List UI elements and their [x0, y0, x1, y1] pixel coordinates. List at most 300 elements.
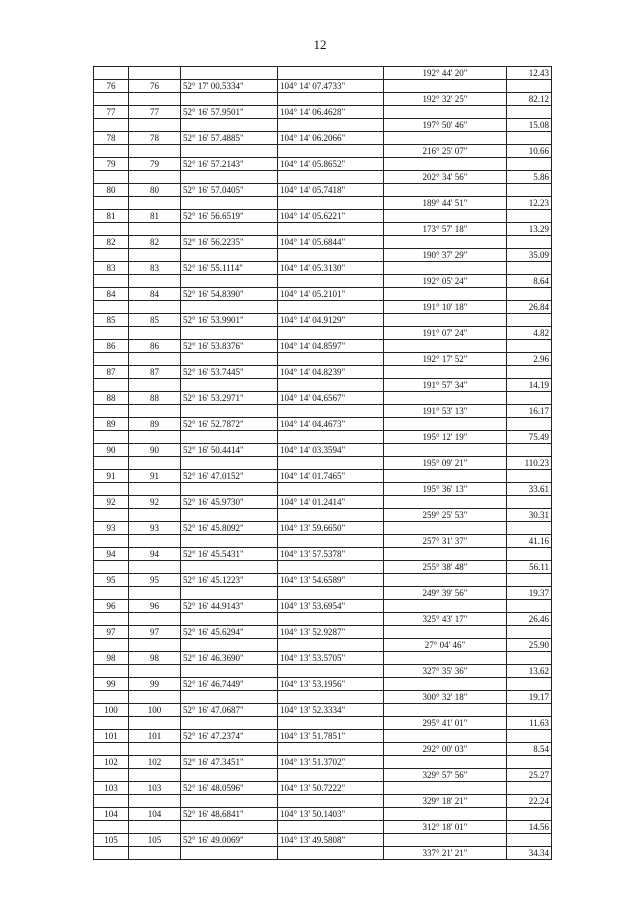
longitude-cell: 104° 14' 04.8239"	[278, 366, 384, 379]
point-number-cell: 103	[129, 782, 181, 795]
point-row	[94, 834, 552, 847]
latitude-cell: 52° 16' 53.7445"	[181, 366, 278, 379]
longitude-cell: 104° 14' 06.4628"	[278, 106, 384, 119]
point-row	[94, 574, 552, 587]
segment-row	[94, 509, 552, 522]
row-number-cell: 100	[94, 704, 129, 717]
direction-cell: 249° 39' 56"	[384, 587, 507, 600]
point-number-cell: 76	[129, 80, 181, 93]
empty-cell	[129, 483, 181, 496]
empty-cell	[278, 249, 384, 262]
segment-row	[94, 587, 552, 600]
distance-cell: 15.08	[507, 119, 552, 132]
segment-row	[94, 743, 552, 756]
segment-row	[94, 561, 552, 574]
empty-cell	[384, 132, 507, 145]
direction-cell: 300° 32' 18"	[384, 691, 507, 704]
direction-cell: 292° 00' 03"	[384, 743, 507, 756]
segment-row	[94, 847, 552, 860]
empty-cell	[384, 704, 507, 717]
distance-cell: 26.46	[507, 613, 552, 626]
empty-cell	[94, 379, 129, 392]
empty-cell	[278, 483, 384, 496]
latitude-cell: 52° 16' 47.0152"	[181, 470, 278, 483]
latitude-cell: 52° 16' 45.6294"	[181, 626, 278, 639]
latitude-cell: 52° 16' 47.0687"	[181, 704, 278, 717]
row-number-cell: 87	[94, 366, 129, 379]
empty-cell	[507, 782, 552, 795]
distance-cell: 25.27	[507, 769, 552, 782]
row-number-cell: 80	[94, 184, 129, 197]
point-row	[94, 782, 552, 795]
distance-cell: 13.29	[507, 223, 552, 236]
latitude-cell: 52° 16' 45.1223"	[181, 574, 278, 587]
longitude-cell: 104° 14' 01.7465"	[278, 470, 384, 483]
empty-cell	[181, 665, 278, 678]
coordinates-table	[93, 66, 552, 860]
latitude-cell: 52° 16' 50.4414"	[181, 444, 278, 457]
direction-cell: 329° 57' 56"	[384, 769, 507, 782]
point-row	[94, 756, 552, 769]
segment-row	[94, 223, 552, 236]
empty-cell	[181, 743, 278, 756]
empty-cell	[278, 743, 384, 756]
row-number-cell: 85	[94, 314, 129, 327]
point-row	[94, 626, 552, 639]
distance-cell: 8.64	[507, 275, 552, 288]
page-number: 12	[313, 37, 327, 52]
point-row	[94, 548, 552, 561]
empty-cell	[278, 587, 384, 600]
empty-cell	[384, 652, 507, 665]
segment-row	[94, 639, 552, 652]
empty-cell	[278, 379, 384, 392]
empty-cell	[181, 249, 278, 262]
segment-row	[94, 119, 552, 132]
point-number-cell: 97	[129, 626, 181, 639]
point-number-cell: 88	[129, 392, 181, 405]
empty-cell	[94, 847, 129, 860]
point-row	[94, 106, 552, 119]
point-number-cell: 92	[129, 496, 181, 509]
point-number-cell: 98	[129, 652, 181, 665]
row-number-cell: 103	[94, 782, 129, 795]
empty-cell	[94, 561, 129, 574]
longitude-cell: 104° 13' 53.1956"	[278, 678, 384, 691]
empty-cell	[507, 548, 552, 561]
empty-cell	[278, 509, 384, 522]
empty-cell	[94, 639, 129, 652]
distance-cell: 14.19	[507, 379, 552, 392]
empty-cell	[129, 847, 181, 860]
empty-cell	[181, 717, 278, 730]
latitude-cell: 52° 16' 54.8390"	[181, 288, 278, 301]
empty-cell	[507, 106, 552, 119]
point-row	[94, 444, 552, 457]
longitude-cell: 104° 13' 57.5378"	[278, 548, 384, 561]
point-row	[94, 418, 552, 431]
row-number-cell: 95	[94, 574, 129, 587]
distance-cell: 12.23	[507, 197, 552, 210]
latitude-cell: 52° 16' 48.6841"	[181, 808, 278, 821]
segment-row	[94, 431, 552, 444]
empty-cell	[94, 171, 129, 184]
point-row	[94, 678, 552, 691]
row-number-cell: 86	[94, 340, 129, 353]
point-number-cell: 100	[129, 704, 181, 717]
empty-cell	[94, 431, 129, 444]
longitude-cell: 104° 14' 05.8652"	[278, 158, 384, 171]
empty-cell	[507, 392, 552, 405]
distance-cell: 10.66	[507, 145, 552, 158]
empty-cell	[94, 327, 129, 340]
empty-cell	[278, 197, 384, 210]
longitude-cell: 104° 14' 07.4733"	[278, 80, 384, 93]
direction-cell: 173° 57' 18"	[384, 223, 507, 236]
empty-cell	[129, 431, 181, 444]
empty-cell	[507, 158, 552, 171]
empty-cell	[94, 535, 129, 548]
empty-cell	[181, 561, 278, 574]
empty-cell	[129, 197, 181, 210]
latitude-cell: 52° 16' 56.2235"	[181, 236, 278, 249]
empty-cell	[278, 327, 384, 340]
empty-cell	[384, 80, 507, 93]
direction-cell: 192° 44' 20"	[384, 67, 507, 80]
empty-cell	[384, 756, 507, 769]
longitude-cell: 104° 14' 05.7418"	[278, 184, 384, 197]
latitude-cell: 52° 16' 49.0069"	[181, 834, 278, 847]
empty-cell	[181, 379, 278, 392]
latitude-cell: 52° 16' 45.8092"	[181, 522, 278, 535]
point-row	[94, 210, 552, 223]
empty-cell	[384, 730, 507, 743]
empty-cell	[507, 366, 552, 379]
latitude-cell: 52° 16' 45.9730"	[181, 496, 278, 509]
empty-cell	[181, 405, 278, 418]
longitude-cell: 104° 13' 52.3334"	[278, 704, 384, 717]
direction-cell: 191° 53' 13"	[384, 405, 507, 418]
point-row	[94, 652, 552, 665]
empty-cell	[129, 275, 181, 288]
point-row	[94, 184, 552, 197]
empty-cell	[507, 262, 552, 275]
empty-cell	[181, 795, 278, 808]
latitude-cell: 52° 16' 44.9143"	[181, 600, 278, 613]
distance-cell: 56.11	[507, 561, 552, 574]
row-number-cell: 77	[94, 106, 129, 119]
empty-cell	[129, 769, 181, 782]
longitude-cell: 104° 13' 50.1403"	[278, 808, 384, 821]
empty-cell	[94, 665, 129, 678]
direction-cell: 192° 17' 52"	[384, 353, 507, 366]
empty-cell	[278, 847, 384, 860]
empty-cell	[278, 691, 384, 704]
segment-row	[94, 691, 552, 704]
empty-cell	[181, 847, 278, 860]
direction-cell: 191° 07' 24"	[384, 327, 507, 340]
empty-cell	[507, 756, 552, 769]
distance-cell: 8.54	[507, 743, 552, 756]
longitude-cell: 104° 13' 53.6954"	[278, 600, 384, 613]
empty-cell	[278, 275, 384, 288]
segment-row	[94, 821, 552, 834]
segment-row	[94, 327, 552, 340]
segment-row	[94, 275, 552, 288]
direction-cell: 191° 10' 18"	[384, 301, 507, 314]
empty-cell	[94, 821, 129, 834]
empty-cell	[181, 639, 278, 652]
empty-cell	[384, 600, 507, 613]
distance-cell: 4.82	[507, 327, 552, 340]
empty-cell	[181, 145, 278, 158]
empty-cell	[94, 93, 129, 106]
empty-cell	[129, 145, 181, 158]
empty-cell	[129, 639, 181, 652]
row-number-cell: 98	[94, 652, 129, 665]
empty-cell	[384, 678, 507, 691]
point-number-cell: 82	[129, 236, 181, 249]
empty-cell	[181, 197, 278, 210]
empty-cell	[507, 470, 552, 483]
longitude-cell: 104° 13' 53.5705"	[278, 652, 384, 665]
empty-cell	[507, 444, 552, 457]
latitude-cell: 52° 16' 53.9901"	[181, 314, 278, 327]
direction-cell: 189° 44' 51"	[384, 197, 507, 210]
empty-cell	[507, 496, 552, 509]
direction-cell: 192° 32' 25"	[384, 93, 507, 106]
segment-row	[94, 379, 552, 392]
distance-cell: 75.49	[507, 431, 552, 444]
row-number-cell: 79	[94, 158, 129, 171]
row-number-cell: 97	[94, 626, 129, 639]
latitude-cell: 52° 16' 55.1114"	[181, 262, 278, 275]
latitude-cell: 52° 16' 53.8376"	[181, 340, 278, 353]
empty-cell	[181, 353, 278, 366]
empty-cell	[129, 509, 181, 522]
empty-cell	[507, 704, 552, 717]
empty-cell	[129, 535, 181, 548]
empty-cell	[507, 236, 552, 249]
row-number-cell: 88	[94, 392, 129, 405]
longitude-cell: 104° 13' 52.9287"	[278, 626, 384, 639]
empty-cell	[94, 353, 129, 366]
point-number-cell: 95	[129, 574, 181, 587]
empty-cell	[384, 834, 507, 847]
empty-cell	[129, 353, 181, 366]
latitude-cell: 52° 16' 45.5431"	[181, 548, 278, 561]
empty-cell	[94, 509, 129, 522]
empty-cell	[384, 392, 507, 405]
empty-cell	[181, 93, 278, 106]
longitude-cell: 104° 14' 04.9129"	[278, 314, 384, 327]
latitude-cell: 52° 16' 53.2971"	[181, 392, 278, 405]
empty-cell	[129, 405, 181, 418]
point-number-cell: 81	[129, 210, 181, 223]
row-number-cell: 102	[94, 756, 129, 769]
empty-cell	[384, 288, 507, 301]
empty-cell	[181, 275, 278, 288]
row-number-cell: 76	[94, 80, 129, 93]
point-row	[94, 392, 552, 405]
point-number-cell: 83	[129, 262, 181, 275]
distance-cell: 2.96	[507, 353, 552, 366]
direction-cell: 195° 12' 19"	[384, 431, 507, 444]
latitude-cell: 52° 17' 00.5334"	[181, 80, 278, 93]
latitude-cell: 52° 16' 48.0596"	[181, 782, 278, 795]
distance-cell: 12.43	[507, 67, 552, 80]
empty-cell	[129, 587, 181, 600]
empty-cell	[384, 106, 507, 119]
empty-cell	[507, 80, 552, 93]
empty-cell	[384, 470, 507, 483]
empty-cell	[384, 782, 507, 795]
direction-cell: 259° 25' 53"	[384, 509, 507, 522]
empty-cell	[94, 743, 129, 756]
empty-cell	[129, 93, 181, 106]
point-row	[94, 340, 552, 353]
point-number-cell: 91	[129, 470, 181, 483]
direction-cell: 197° 50' 46"	[384, 119, 507, 132]
point-number-cell: 102	[129, 756, 181, 769]
longitude-cell: 104° 14' 04.8597"	[278, 340, 384, 353]
empty-cell	[278, 795, 384, 808]
point-number-cell: 93	[129, 522, 181, 535]
empty-cell	[384, 418, 507, 431]
empty-cell	[94, 145, 129, 158]
empty-cell	[129, 821, 181, 834]
distance-cell: 16.17	[507, 405, 552, 418]
point-row	[94, 288, 552, 301]
point-row	[94, 496, 552, 509]
distance-cell: 34.34	[507, 847, 552, 860]
latitude-cell: 52° 16' 57.2143"	[181, 158, 278, 171]
distance-cell: 25.90	[507, 639, 552, 652]
distance-cell: 19.17	[507, 691, 552, 704]
point-row	[94, 80, 552, 93]
empty-cell	[129, 379, 181, 392]
direction-cell: 195° 36' 13"	[384, 483, 507, 496]
empty-cell	[129, 561, 181, 574]
empty-cell	[278, 665, 384, 678]
empty-cell	[384, 210, 507, 223]
empty-cell	[507, 730, 552, 743]
empty-cell	[181, 223, 278, 236]
distance-cell: 35.09	[507, 249, 552, 262]
empty-cell	[507, 418, 552, 431]
row-number-cell: 101	[94, 730, 129, 743]
empty-cell	[278, 405, 384, 418]
longitude-cell: 104° 13' 51.3702"	[278, 756, 384, 769]
empty-cell	[507, 132, 552, 145]
empty-cell	[129, 301, 181, 314]
point-row	[94, 808, 552, 821]
empty-cell	[507, 600, 552, 613]
distance-cell: 5.86	[507, 171, 552, 184]
empty-cell	[181, 509, 278, 522]
segment-row	[94, 665, 552, 678]
point-number-cell: 85	[129, 314, 181, 327]
direction-cell: 295° 41' 01"	[384, 717, 507, 730]
empty-cell	[181, 613, 278, 626]
empty-cell	[181, 301, 278, 314]
distance-cell: 22.24	[507, 795, 552, 808]
empty-cell	[384, 366, 507, 379]
empty-cell	[94, 249, 129, 262]
empty-cell	[384, 808, 507, 821]
empty-cell	[129, 223, 181, 236]
distance-cell: 41.16	[507, 535, 552, 548]
longitude-cell: 104° 14' 04.4673"	[278, 418, 384, 431]
direction-cell: 27° 04' 46"	[384, 639, 507, 652]
latitude-cell: 52° 16' 57.9501"	[181, 106, 278, 119]
empty-cell	[384, 626, 507, 639]
empty-cell	[94, 275, 129, 288]
distance-cell: 26.84	[507, 301, 552, 314]
point-row	[94, 314, 552, 327]
point-row	[94, 600, 552, 613]
empty-cell	[94, 301, 129, 314]
empty-cell	[181, 535, 278, 548]
direction-cell: 312° 18' 01"	[384, 821, 507, 834]
direction-cell: 191° 57' 34"	[384, 379, 507, 392]
latitude-cell: 52° 16' 46.3690"	[181, 652, 278, 665]
point-row	[94, 470, 552, 483]
empty-cell	[129, 457, 181, 470]
point-number-cell: 84	[129, 288, 181, 301]
empty-cell	[278, 717, 384, 730]
empty-cell	[507, 574, 552, 587]
empty-cell	[181, 769, 278, 782]
segment-row	[94, 67, 552, 80]
empty-cell	[129, 119, 181, 132]
empty-cell	[94, 223, 129, 236]
row-number-cell: 83	[94, 262, 129, 275]
empty-cell	[384, 314, 507, 327]
distance-cell: 13.62	[507, 665, 552, 678]
segment-row	[94, 353, 552, 366]
empty-cell	[181, 327, 278, 340]
segment-row	[94, 483, 552, 496]
empty-cell	[507, 808, 552, 821]
empty-cell	[384, 262, 507, 275]
row-number-cell: 92	[94, 496, 129, 509]
empty-cell	[181, 431, 278, 444]
empty-cell	[384, 158, 507, 171]
empty-cell	[181, 171, 278, 184]
longitude-cell: 104° 14' 01.2414"	[278, 496, 384, 509]
direction-cell: 195° 09' 21"	[384, 457, 507, 470]
point-number-cell: 101	[129, 730, 181, 743]
direction-cell: 257° 31' 37"	[384, 535, 507, 548]
point-row	[94, 132, 552, 145]
empty-cell	[94, 483, 129, 496]
empty-cell	[278, 67, 384, 80]
empty-cell	[507, 340, 552, 353]
longitude-cell: 104° 13' 51.7851"	[278, 730, 384, 743]
segment-row	[94, 613, 552, 626]
empty-cell	[94, 197, 129, 210]
distance-cell: 110.23	[507, 457, 552, 470]
empty-cell	[129, 67, 181, 80]
segment-row	[94, 301, 552, 314]
point-number-cell: 104	[129, 808, 181, 821]
point-row	[94, 730, 552, 743]
row-number-cell: 81	[94, 210, 129, 223]
direction-cell: 255° 38' 48"	[384, 561, 507, 574]
row-number-cell: 78	[94, 132, 129, 145]
direction-cell: 216° 25' 07"	[384, 145, 507, 158]
